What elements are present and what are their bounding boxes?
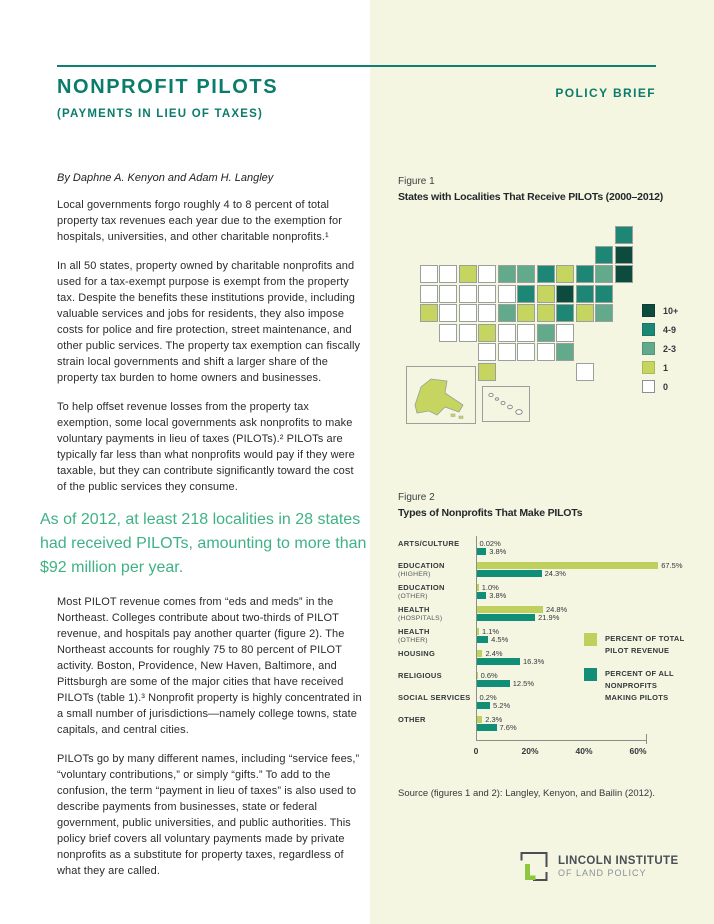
article-column xyxy=(40,172,367,892)
logo-text xyxy=(558,855,679,878)
state-tile-AL xyxy=(537,343,555,361)
x-tick-label-40: 40% xyxy=(575,746,593,756)
page-subtitle: (PAYMENTS IN LIEU OF TAXES) xyxy=(57,108,263,120)
nonprofits-bar xyxy=(476,614,535,621)
state-tile-OH xyxy=(537,285,555,303)
alaska-inset-box xyxy=(406,366,476,424)
byline: By Daphne A. Kenyon and Adam H. Langley xyxy=(57,172,274,184)
state-tile-SD xyxy=(478,285,496,303)
paragraph-4: Most PILOT revenue comes from “eds and meds” in the Northeast. Colleges contribute about two-thirds of PILOT revenue, and hospitals pay another quarter (figure 2). The Northeast accounts for roughly 75 to 80 percent of PILOT activity. Boston, Providence, New Haven, Baltimore, and Pittsburgh are some of the major cities that have received PILOTs (table 1).³ Nonprofit property is highly concentrated in a small number of jurisdictions—namely college towns, state capitals, and central cities. xyxy=(57,596,362,736)
state-tile-MN xyxy=(498,265,516,283)
map-legend-label: 1 xyxy=(663,362,669,373)
x-tick-label-20: 20% xyxy=(521,746,539,756)
bar-row-education-other- xyxy=(398,582,698,604)
map-legend-swatch xyxy=(642,361,655,374)
state-tile-MS xyxy=(517,343,535,361)
map-legend-swatch xyxy=(642,380,655,393)
state-tile-DE xyxy=(595,304,613,322)
state-tile-ID xyxy=(439,265,457,283)
map-legend-label: 0 xyxy=(663,381,669,392)
state-tile-AZ xyxy=(439,324,457,342)
state-tile-NE xyxy=(478,304,496,322)
state-tile-IL xyxy=(517,265,535,283)
map-legend xyxy=(642,304,678,399)
state-tile-VT xyxy=(595,246,613,264)
state-tile-NY xyxy=(576,265,594,283)
right-panel-background xyxy=(370,0,714,924)
map-legend-item-2-3 xyxy=(642,342,678,355)
category-label: EDUCATION (OTHER) xyxy=(398,583,474,601)
nonprofits-bar xyxy=(476,592,486,599)
us-choropleth-map xyxy=(398,226,698,430)
map-legend-item-1 xyxy=(642,361,678,374)
value-label: 12.5% xyxy=(512,679,535,688)
source-note: Source (figures 1 and 2): Langley, Kenyon, and Bailin (2012). xyxy=(398,788,656,799)
state-tile-KY xyxy=(517,304,535,322)
figure2-label: Figure 2 xyxy=(398,492,435,503)
category-label: OTHER xyxy=(398,715,426,724)
paragraph-5: PILOTs go by many different names, including “service fees,” “voluntary contributions,” or simply “gifts.” To add to the confusion, the term “payment in lieu of taxes” is also used to describe payments from businesses, state or federal government, public universities, and public authorities. This policy brief covers all voluntary payments made by private nonprofits as a substitute for property taxes, regardless of what they are called. xyxy=(57,753,360,877)
state-tile-MD xyxy=(576,304,594,322)
value-label: 16.3% xyxy=(523,657,545,666)
map-legend-item-4-9 xyxy=(642,323,678,336)
chart-legend-swatch xyxy=(584,668,597,681)
state-tile-CT xyxy=(595,285,613,303)
category-label: RELIGIOUS xyxy=(398,671,442,680)
category-label: HOUSING xyxy=(398,649,436,658)
state-tile-FL xyxy=(576,363,594,381)
state-tile-KS xyxy=(478,324,496,342)
map-legend-swatch xyxy=(642,304,655,317)
map-legend-swatch xyxy=(642,323,655,336)
policy-brief-label: POLICY BRIEF xyxy=(555,86,656,100)
value-label: 24.3% xyxy=(544,569,566,578)
category-label: EDUCATION (HIGHER) xyxy=(398,561,474,579)
state-tile-WA xyxy=(420,265,438,283)
category-sublabel: (OTHER) xyxy=(398,637,428,644)
category-label: HEALTH (OTHER) xyxy=(398,627,474,645)
value-label: 5.2% xyxy=(493,701,511,710)
lincoln-logo-mark xyxy=(519,850,549,883)
state-tile-MA xyxy=(615,265,633,283)
state-tile-VA xyxy=(556,304,574,322)
nonprofits-bar xyxy=(476,570,542,577)
state-tile-ND xyxy=(478,265,496,283)
state-tile-GA xyxy=(556,343,574,361)
state-tile-WY xyxy=(459,285,477,303)
page-title: NONPROFIT PILOTS xyxy=(57,76,279,98)
chart-legend-label: PERCENT OF TOTAL PILOT REVENUE xyxy=(605,634,685,655)
state-tile-TN xyxy=(517,324,535,342)
category-label: ARTS/CULTURE xyxy=(398,539,460,548)
state-tile-MI xyxy=(556,265,574,283)
figure2-title: Types of Nonprofits That Make PILOTs xyxy=(398,507,583,519)
nonprofit-types-bar-chart xyxy=(398,538,698,768)
state-tile-UT xyxy=(439,304,457,322)
value-label: 0.02% xyxy=(479,539,501,548)
hawaii-inset-box xyxy=(482,386,530,422)
state-tile-NC xyxy=(537,324,555,342)
state-tile-TX xyxy=(478,363,496,381)
nonprofits-bar xyxy=(476,680,510,687)
map-legend-label: 10+ xyxy=(663,305,679,316)
lincoln-green-l xyxy=(525,864,536,880)
map-legend-item-0 xyxy=(642,380,678,393)
nonprofits-bar xyxy=(476,724,497,731)
state-tile-LA xyxy=(498,343,516,361)
lincoln-institute-logo xyxy=(519,850,679,883)
state-tile-WI xyxy=(537,265,555,283)
value-label: 4.5% xyxy=(491,635,509,644)
x-tick-label-60: 60% xyxy=(629,746,647,756)
revenue-bar xyxy=(476,606,543,613)
value-label: 21.9% xyxy=(538,613,560,622)
x-tick-label-0: 0 xyxy=(473,746,479,756)
map-legend-label: 2-3 xyxy=(663,343,677,354)
value-label: 24.8% xyxy=(545,605,568,614)
state-tile-NJ xyxy=(576,285,594,303)
logo-line2: OF LAND POLICY xyxy=(558,868,647,878)
hawaii-islands xyxy=(483,387,529,421)
logo-line1: LINCOLN INSTITUTE xyxy=(558,855,679,867)
nonprofits-bar xyxy=(476,702,490,709)
paragraph-2: In all 50 states, property owned by charitable nonprofits and used for a tax-exempt purpose is exempt from the property tax. Despite the benefits these institutions provide, including valuable services and jobs for residents, they also impose costs for police and fire protection, street maintenance, and other public services. The property tax exemption can fiscally strain local governments and shift a larger share of the property tax burden to home owners and businesses. xyxy=(57,260,361,384)
x-axis-line xyxy=(476,740,647,741)
bar-row-education-higher- xyxy=(398,560,698,582)
figure1-label: Figure 1 xyxy=(398,176,435,187)
value-label: 3.8% xyxy=(489,547,507,556)
state-tile-WV xyxy=(537,304,555,322)
state-tile-OK xyxy=(478,343,496,361)
state-tile-CO xyxy=(459,304,477,322)
value-label: 1.0% xyxy=(481,583,499,592)
bar-row-other xyxy=(398,714,698,736)
state-tile-AR xyxy=(498,324,516,342)
state-tile-MO xyxy=(498,304,516,322)
x-axis-end-tick xyxy=(646,734,647,744)
state-tile-OR xyxy=(420,285,438,303)
chart-legend-label: PERCENT OF ALL NONPROFITS MAKING PILOTS xyxy=(605,669,674,702)
figure1-title: States with Localities That Receive PILOTs (2000–2012) xyxy=(398,191,664,203)
value-label: 2.3% xyxy=(485,715,503,724)
y-axis-line xyxy=(476,536,477,740)
value-label: 67.5% xyxy=(661,561,683,570)
map-legend-label: 4-9 xyxy=(663,324,677,335)
category-label: HEALTH (HOSPITALS) xyxy=(398,605,474,623)
category-sublabel: (OTHER) xyxy=(398,593,428,600)
paragraph-1: Local governments forgo roughly 4 to 8 percent of total property tax revenues each year due to the exemption for hospitals, universities, and other charitable nonprofits.¹ xyxy=(57,199,343,243)
state-tile-NM xyxy=(459,324,477,342)
state-tile-PA xyxy=(556,285,574,303)
state-tile-ME xyxy=(615,226,633,244)
map-legend-swatch xyxy=(642,342,655,355)
state-tile-MT xyxy=(459,265,477,283)
chart-legend-item-nonprofits xyxy=(584,668,690,704)
state-tile-CA xyxy=(420,304,438,322)
paragraph-3: To help offset revenue losses from the property tax exemption, some local governments ask nonprofits to make voluntary payments in lieu of taxes (PILOTs).² PILOTs are typically far less than what nonprofits would pay if they were taxable, but they can contribute significantly toward the cost of the public services they consume. xyxy=(57,401,355,493)
bar-row-arts-culture xyxy=(398,538,698,560)
nonprofits-bar xyxy=(476,636,488,643)
state-tile-NH xyxy=(615,246,633,264)
state-tile-IN xyxy=(517,285,535,303)
pull-quote: As of 2012, at least 218 localities in 28 states had received PILOTs, amounting to more than $92 million per year. xyxy=(40,511,367,576)
nonprofits-bar xyxy=(476,548,486,555)
map-legend-item-10+ xyxy=(642,304,678,317)
value-label: 1.1% xyxy=(481,627,500,636)
state-tile-NV xyxy=(439,285,457,303)
state-tile-SC xyxy=(556,324,574,342)
chart-legend-swatch xyxy=(584,633,597,646)
value-label: 2.4% xyxy=(485,649,503,658)
bar-row-health-hospitals- xyxy=(398,604,698,626)
value-label: 0.2% xyxy=(479,693,497,702)
chart-legend-item-revenue xyxy=(584,633,690,657)
revenue-bar xyxy=(476,562,658,569)
value-label: 0.6% xyxy=(480,671,498,680)
value-label: 3.8% xyxy=(489,591,507,600)
nonprofits-bar xyxy=(476,658,520,665)
value-label: 7.6% xyxy=(499,723,517,732)
category-label: SOCIAL SERVICES xyxy=(398,693,471,702)
alaska-shape xyxy=(407,367,475,423)
category-sublabel: (HOSPITALS) xyxy=(398,615,443,622)
state-tile-IA xyxy=(498,285,516,303)
state-tile-RI xyxy=(595,265,613,283)
category-sublabel: (HIGHER) xyxy=(398,571,431,578)
header-rule xyxy=(57,65,656,67)
